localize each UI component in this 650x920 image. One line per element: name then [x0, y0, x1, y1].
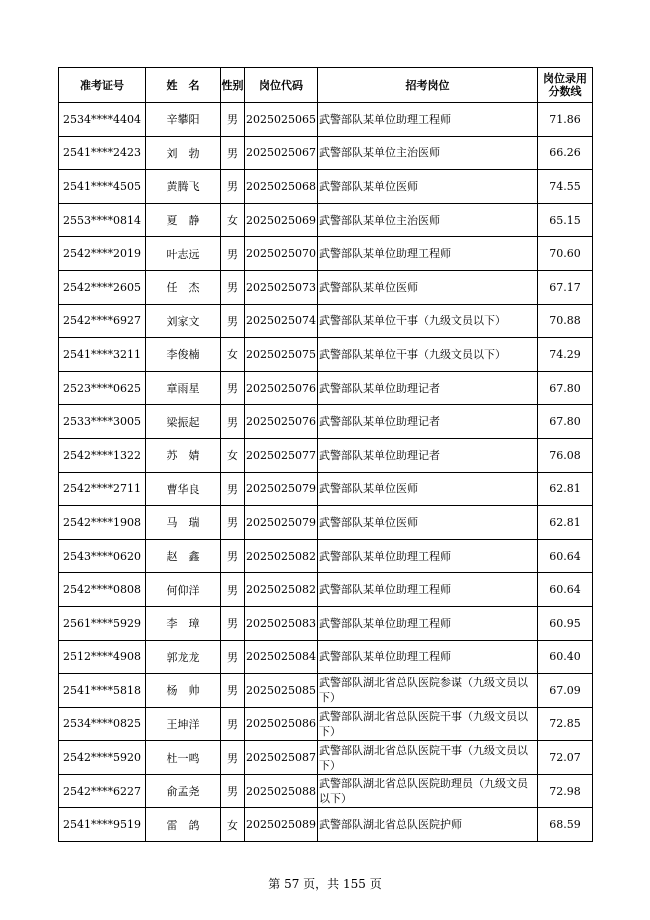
score-table: [58, 67, 593, 842]
cell-score: 62.81: [538, 506, 593, 540]
cell-sex: 男: [221, 774, 245, 808]
table-row: [59, 170, 593, 204]
cell-sex: 女: [221, 203, 245, 237]
table-row: [59, 640, 593, 674]
cell-position-code: 2025025082: [245, 539, 318, 573]
cell-exam-id: 2542****6927: [59, 304, 146, 338]
cell-exam-id: 2542****2019: [59, 237, 146, 271]
cell-position-code: 2025025076: [245, 405, 318, 439]
cell-position: 武警部队某单位助理记者: [318, 405, 538, 439]
table-row: [59, 270, 593, 304]
cell-exam-id: 2541****9519: [59, 808, 146, 842]
cell-exam-id: 2534****0825: [59, 707, 146, 741]
table-row: [59, 774, 593, 808]
cell-score: 67.80: [538, 405, 593, 439]
cell-sex: 男: [221, 371, 245, 405]
table-row: [59, 674, 593, 708]
table-row: [59, 606, 593, 640]
cell-score: 66.26: [538, 136, 593, 170]
cell-position-code: 2025025067: [245, 136, 318, 170]
cell-exam-id: 2542****1322: [59, 438, 146, 472]
cell-position-code: 2025025079: [245, 506, 318, 540]
cell-position: 武警部队某单位助理记者: [318, 371, 538, 405]
cell-position-code: 2025025073: [245, 270, 318, 304]
cell-score: 60.64: [538, 539, 593, 573]
cell-sex: 男: [221, 506, 245, 540]
table-row: [59, 539, 593, 573]
cell-exam-id: 2541****5818: [59, 674, 146, 708]
cell-exam-id: 2512****4908: [59, 640, 146, 674]
cell-score: 62.81: [538, 472, 593, 506]
cell-name: 雷 鸽: [146, 808, 221, 842]
cell-position-code: 2025025084: [245, 640, 318, 674]
cell-score: 72.07: [538, 741, 593, 775]
cell-exam-id: 2533****3005: [59, 405, 146, 439]
cell-name: 杜一鸣: [146, 741, 221, 775]
table-row: [59, 808, 593, 842]
table-row: [59, 338, 593, 372]
cell-sex: 女: [221, 438, 245, 472]
cell-sex: 男: [221, 472, 245, 506]
cell-position-code: 2025025082: [245, 573, 318, 607]
cell-exam-id: 2542****1908: [59, 506, 146, 540]
cell-position-code: 2025025089: [245, 808, 318, 842]
cell-position: 武警部队某单位助理工程师: [318, 573, 538, 607]
cell-sex: 男: [221, 237, 245, 271]
cell-score: 72.85: [538, 707, 593, 741]
cell-name: 郭龙龙: [146, 640, 221, 674]
cell-score: 70.88: [538, 304, 593, 338]
cell-exam-id: 2541****3211: [59, 338, 146, 372]
table-row: [59, 573, 593, 607]
header-code: 岗位代码: [245, 68, 318, 103]
cell-score: 74.29: [538, 338, 593, 372]
cell-name: 叶志远: [146, 237, 221, 271]
cell-exam-id: 2541****4505: [59, 170, 146, 204]
cell-exam-id: 2542****0808: [59, 573, 146, 607]
cell-position: 武警部队某单位医师: [318, 506, 538, 540]
cell-name: 任 杰: [146, 270, 221, 304]
table-header-row: [59, 68, 593, 103]
cell-position-code: 2025025074: [245, 304, 318, 338]
cell-score: 67.80: [538, 371, 593, 405]
table-row: [59, 405, 593, 439]
cell-exam-id: 2523****0625: [59, 371, 146, 405]
cell-position: 武警部队某单位助理工程师: [318, 606, 538, 640]
cell-sex: 男: [221, 640, 245, 674]
header-id: 准考证号: [59, 68, 146, 103]
cell-position-code: 2025025086: [245, 707, 318, 741]
table-row: [59, 707, 593, 741]
cell-position-code: 2025025079: [245, 472, 318, 506]
cell-exam-id: 2541****2423: [59, 136, 146, 170]
cell-position: 武警部队某单位助理工程师: [318, 539, 538, 573]
page-footer: 第 57 页，共 155 页: [268, 877, 382, 891]
cell-name: 俞孟尧: [146, 774, 221, 808]
cell-name: 曹华良: [146, 472, 221, 506]
cell-score: 67.09: [538, 674, 593, 708]
cell-position: 武警部队某单位主治医师: [318, 136, 538, 170]
cell-position: 武警部队湖北省总队医院干事（九级文员以下）: [318, 707, 538, 741]
table-row: [59, 203, 593, 237]
cell-position: 武警部队某单位医师: [318, 170, 538, 204]
cell-exam-id: 2534****4404: [59, 103, 146, 137]
cell-position-code: 2025025085: [245, 674, 318, 708]
table-row: [59, 136, 593, 170]
header-position: 招考岗位: [318, 68, 538, 103]
cell-position: 武警部队某单位助理工程师: [318, 640, 538, 674]
cell-sex: 男: [221, 405, 245, 439]
cell-name: 李 璋: [146, 606, 221, 640]
cell-name: 刘 勃: [146, 136, 221, 170]
cell-sex: 男: [221, 707, 245, 741]
cell-name: 李俊楠: [146, 338, 221, 372]
cell-score: 72.98: [538, 774, 593, 808]
table-row: [59, 506, 593, 540]
cell-position: 武警部队某单位助理记者: [318, 438, 538, 472]
cell-position: 武警部队湖北省总队医院参谋（九级文员以下）: [318, 674, 538, 708]
cell-score: 60.40: [538, 640, 593, 674]
cell-sex: 男: [221, 606, 245, 640]
table-row: [59, 103, 593, 137]
cell-name: 夏 静: [146, 203, 221, 237]
cell-score: 70.60: [538, 237, 593, 271]
cell-name: 苏 婧: [146, 438, 221, 472]
cell-name: 马 瑞: [146, 506, 221, 540]
cell-score: 60.64: [538, 573, 593, 607]
cell-position: 武警部队某单位干事（九级文员以下）: [318, 304, 538, 338]
cell-score: 74.55: [538, 170, 593, 204]
cell-sex: 男: [221, 573, 245, 607]
table-row: [59, 304, 593, 338]
cell-exam-id: 2542****5920: [59, 741, 146, 775]
cell-position: 武警部队湖北省总队医院助理员（九级文员以下）: [318, 774, 538, 808]
cell-sex: 女: [221, 338, 245, 372]
cell-position-code: 2025025076: [245, 371, 318, 405]
cell-name: 章雨星: [146, 371, 221, 405]
cell-score: 68.59: [538, 808, 593, 842]
cell-name: 杨 帅: [146, 674, 221, 708]
cell-exam-id: 2553****0814: [59, 203, 146, 237]
cell-name: 何仰洋: [146, 573, 221, 607]
header-score: 岗位录用分数线: [538, 68, 593, 103]
cell-score: 67.17: [538, 270, 593, 304]
cell-position-code: 2025025075: [245, 338, 318, 372]
cell-score: 76.08: [538, 438, 593, 472]
cell-name: 赵 鑫: [146, 539, 221, 573]
cell-position: 武警部队某单位干事（九级文员以下）: [318, 338, 538, 372]
header-sex: 性别: [221, 68, 245, 103]
cell-sex: 男: [221, 170, 245, 204]
cell-name: 刘家文: [146, 304, 221, 338]
cell-name: 黄腾飞: [146, 170, 221, 204]
cell-sex: 男: [221, 270, 245, 304]
cell-exam-id: 2542****2711: [59, 472, 146, 506]
cell-sex: 男: [221, 136, 245, 170]
cell-position: 武警部队湖北省总队医院干事（九级文员以下）: [318, 741, 538, 775]
cell-score: 71.86: [538, 103, 593, 137]
cell-position-code: 2025025070: [245, 237, 318, 271]
cell-position: 武警部队某单位医师: [318, 472, 538, 506]
cell-sex: 男: [221, 539, 245, 573]
cell-sex: 男: [221, 304, 245, 338]
cell-name: 梁振起: [146, 405, 221, 439]
cell-position-code: 2025025069: [245, 203, 318, 237]
table-row: [59, 438, 593, 472]
cell-exam-id: 2543****0620: [59, 539, 146, 573]
table-row: [59, 237, 593, 271]
cell-position-code: 2025025087: [245, 741, 318, 775]
cell-position-code: 2025025083: [245, 606, 318, 640]
cell-position: 武警部队某单位助理工程师: [318, 103, 538, 137]
cell-score: 60.95: [538, 606, 593, 640]
cell-position-code: 2025025065: [245, 103, 318, 137]
cell-name: 王坤洋: [146, 707, 221, 741]
cell-position: 武警部队湖北省总队医院护师: [318, 808, 538, 842]
cell-position-code: 2025025088: [245, 774, 318, 808]
cell-exam-id: 2542****2605: [59, 270, 146, 304]
cell-sex: 男: [221, 674, 245, 708]
table-row: [59, 371, 593, 405]
cell-sex: 男: [221, 741, 245, 775]
cell-position: 武警部队某单位助理工程师: [318, 237, 538, 271]
cell-position-code: 2025025077: [245, 438, 318, 472]
cell-score: 65.15: [538, 203, 593, 237]
cell-exam-id: 2542****6227: [59, 774, 146, 808]
cell-name: 辛攀阳: [146, 103, 221, 137]
cell-position: 武警部队某单位医师: [318, 270, 538, 304]
cell-exam-id: 2561****5929: [59, 606, 146, 640]
cell-sex: 男: [221, 103, 245, 137]
table-row: [59, 472, 593, 506]
cell-position-code: 2025025068: [245, 170, 318, 204]
cell-position: 武警部队某单位主治医师: [318, 203, 538, 237]
cell-sex: 女: [221, 808, 245, 842]
header-name: 姓 名: [146, 68, 221, 103]
table-row: [59, 741, 593, 775]
